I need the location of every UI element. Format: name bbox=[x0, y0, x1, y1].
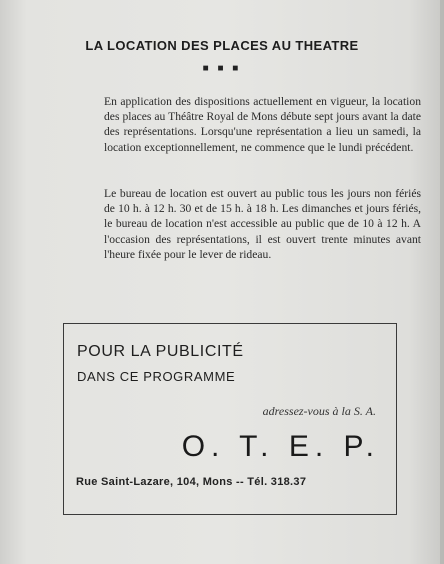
page-edge bbox=[440, 0, 444, 564]
advertisement-box bbox=[63, 323, 397, 515]
ad-contact-line: adressez-vous à la S. A. bbox=[262, 404, 376, 418]
page-heading: LA LOCATION DES PLACES AU THEATRE bbox=[85, 38, 359, 53]
ad-brand-name: O. T. E. P. bbox=[181, 430, 380, 463]
paragraph-location-start: En application des dispositions actuellement en vigueur, la location des places au Théâtre Royal de Mons débute sept jours avant la date des représentations. Lorsqu'une représentation a lieu un samedi, la location exceptionnellement, ne commence que le lundi précédent. bbox=[104, 95, 421, 154]
paragraph-opening-hours: Le bureau de location est ouvert au public tous les jours non fériés de 10 h. à 12 h. 30 et de 15 h. à 18 h. Les dimanches et jours fériés, le bureau de location n'est accessible au public que de 10 à 12 h. A l'occasion des représentations, il est ouvert trente minutes avant l'heure fixée pour le lever de rideau. bbox=[104, 187, 421, 261]
ad-address-footer: Rue Saint-Lazare, 104, Mons -- Tél. 318.37 bbox=[76, 476, 307, 488]
heading-separator: ■ ■ ■ bbox=[202, 63, 242, 74]
ad-subheadline: DANS CE PROGRAMME bbox=[77, 369, 236, 384]
ad-headline: POUR LA PUBLICITÉ bbox=[77, 343, 244, 360]
